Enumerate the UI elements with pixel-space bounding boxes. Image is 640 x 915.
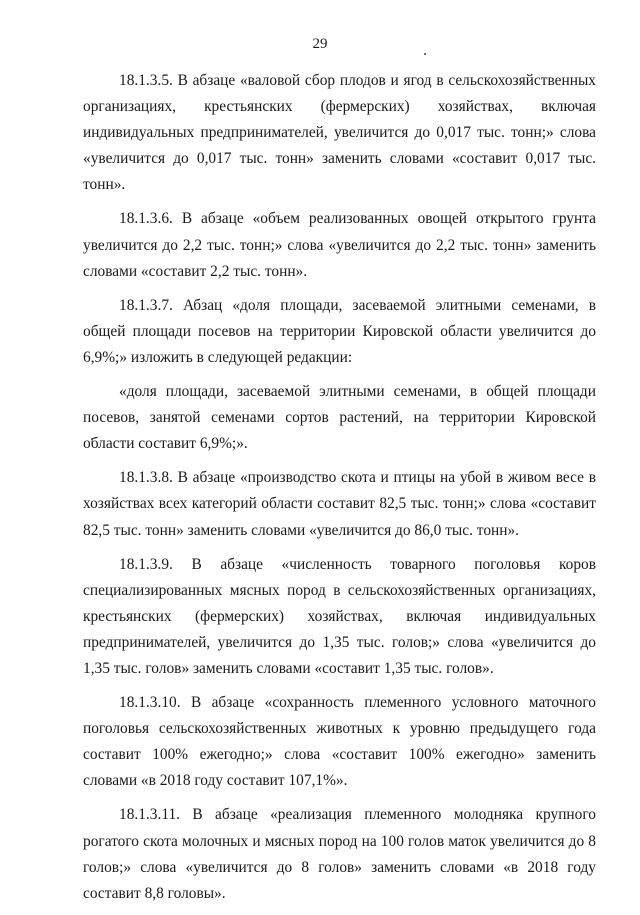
paragraph-18-1-3-8: 18.1.3.8. В абзаце «производство скота и птицы на убой в живом весе в хозяйствах всех категорий области составит 82,5 тыс. тонн;» слова «составит 82,5 тыс. тонн» заменить словами «увеличится до 86,0 тыс. тонн». bbox=[83, 469, 596, 539]
page-number: 29 bbox=[312, 36, 328, 52]
scan-speck bbox=[424, 53, 426, 55]
document-body bbox=[83, 68, 596, 915]
paragraph-18-1-3-10: 18.1.3.10. В абзаце «сохранность племенного условного маточного поголовья сельскохозяйственных животных к уровню предыдущего года составит 100% ежегодно;» слова «составит 100% ежегодно» заменить словами «в 2018 году составит 107,1%». bbox=[83, 694, 596, 790]
paragraph-18-1-3-11: 18.1.3.11. В абзаце «реализация племенного молодняка крупного рогатого скота молочных и мясных пород на 100 голов маток увеличится до 8 голов;» слова «увеличится до 8 голов» заменить словами «в 2018 году составит 8,8 головы». bbox=[83, 806, 596, 902]
paragraph-18-1-3-5: 18.1.3.5. В абзаце «валовой сбор плодов и ягод в сельскохозяйственных организациях, крестьянских (фермерских) хозяйствах, включая индивидуальных предпринимателей, увеличится до 0,017 тыс. тонн;» слова «увеличится до 0,017 тыс. тонн» заменить словами «составит 0,017 тыс. тонн». bbox=[83, 72, 596, 194]
paragraph-18-1-3-7: 18.1.3.7. Абзац «доля площади, засеваемой элитными семенами, в общей площади посевов на территории Кировской области увеличится до 6,9%;» изложить в следующей редакции: bbox=[83, 296, 596, 366]
paragraph-18-1-3-6: 18.1.3.6. В абзаце «объем реализованных овощей открытого грунта увеличится до 2,2 тыс. тонн;» слова «увеличится до 2,2 тыс. тонн» заменить словами «составит 2,2 тыс. тонн». bbox=[83, 210, 596, 280]
paragraph-new-wording: «доля площади, засеваемой элитными семенами, в общей площади посевов, занятой семенами сортов растений, на территории Кировской области составит 6,9%;». bbox=[83, 383, 596, 453]
paragraph-18-1-3-9: 18.1.3.9. В абзаце «численность товарного поголовья коров специализированных мясных пород в сельскохозяйственных организациях, крестьянских (фермерских) хозяйствах, включая индивидуальных предпринимателей, увеличится до 1,35 тыс. голов;» слова «увеличится до 1,35 тыс. голов» заменить словами «составит 1,35 тыс. голов». bbox=[83, 555, 596, 677]
